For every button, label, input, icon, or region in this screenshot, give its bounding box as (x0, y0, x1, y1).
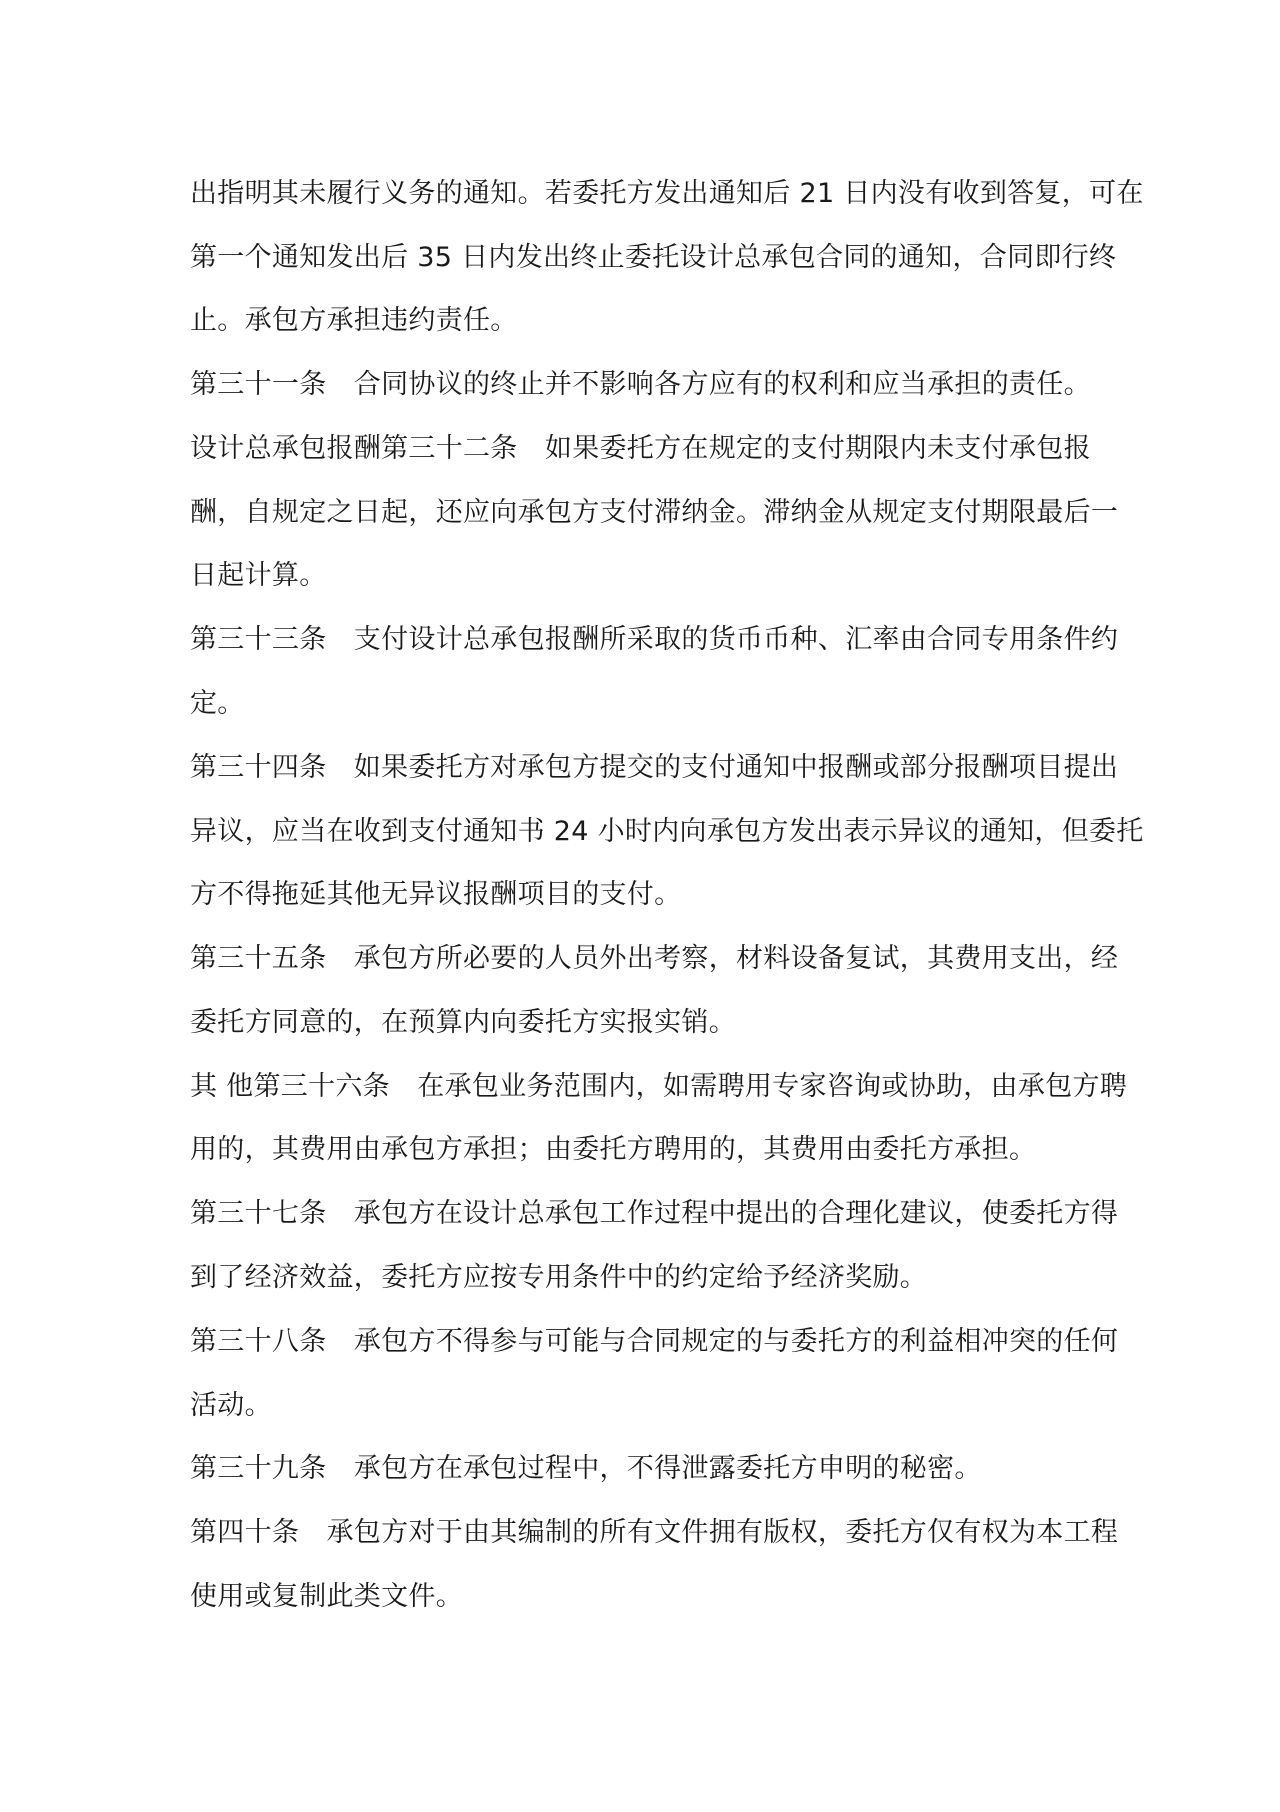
text-line: 第三十四条 如果委托方对承包方提交的支付通知中报酬或部分报酬项目提出 (190, 752, 1119, 783)
text-line: 止。承包方承担违约责任。 (190, 305, 518, 336)
text-line: 活动。 (190, 1390, 272, 1421)
text-line: 委托方同意的，在预算内向委托方实报实销。 (190, 1007, 736, 1038)
text-line: 第一个通知发出后 35 日内发出终止委托设计总承包合同的通知，合同即行终 (190, 242, 1117, 273)
text-line: 设计总承包报酬第三十二条 如果委托方在规定的支付期限内未支付承包报 (190, 433, 1091, 464)
text-line: 第三十八条 承包方不得参与可能与合同规定的与委托方的利益相冲突的任何 (190, 1326, 1119, 1357)
text-line: 到了经济效益，委托方应按专用条件中的约定给予经济奖励。 (190, 1262, 928, 1293)
text-line: 第三十九条 承包方在承包过程中，不得泄露委托方申明的秘密。 (190, 1453, 982, 1484)
text-line: 第三十三条 支付设计总承包报酬所采取的货币币种、汇率由合同专用条件约 (190, 624, 1119, 655)
text-line: 用的，其费用由承包方承担；由委托方聘用的，其费用由委托方承担。 (190, 1134, 1037, 1165)
text-line: 第三十七条 承包方在设计总承包工作过程中提出的合理化建议，使委托方得 (190, 1198, 1119, 1229)
text-line: 第三十五条 承包方所必要的人员外出考察，材料设备复试，其费用支出，经 (190, 943, 1119, 974)
text-line: 其 他第三十六条 在承包业务范围内，如需聘用专家咨询或协助，由承包方聘 (190, 1071, 1128, 1102)
text-line: 酬，自规定之日起，还应向承包方支付滞纳金。滞纳金从规定支付期限最后一 (190, 497, 1119, 528)
text-line: 使用或复制此类文件。 (190, 1581, 463, 1612)
text-line: 日起计算。 (190, 560, 327, 591)
text-line: 定。 (190, 688, 245, 719)
text-line: 异议，应当在收到支付通知书 24 小时内向承包方发出表示异议的通知，但委托 (190, 816, 1144, 847)
text-line: 方不得拖延其他无异议报酬项目的支付。 (190, 879, 682, 910)
text-line: 第四十条 承包方对于由其编制的所有文件拥有版权，委托方仅有权为本工程 (190, 1517, 1119, 1548)
text-line: 第三十一条 合同协议的终止并不影响各方应有的权利和应当承担的责任。 (190, 369, 1091, 400)
text-line: 出指明其未履行义务的通知。若委托方发出通知后 21 日内没有收到答复，可在 (190, 178, 1144, 209)
